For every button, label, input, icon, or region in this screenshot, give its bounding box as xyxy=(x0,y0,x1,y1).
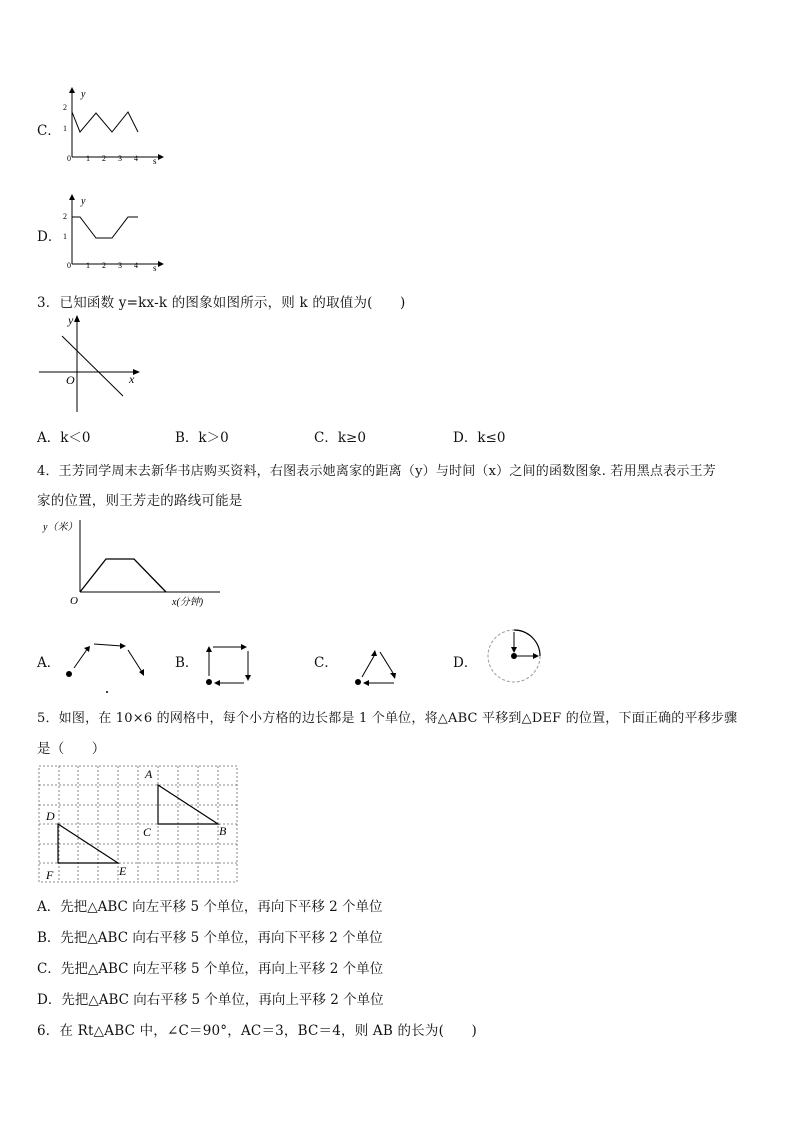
q2-option-c-label[interactable]: C． xyxy=(37,123,61,139)
q2c-xtick: 3 xyxy=(118,154,122,163)
q2c-xtick: 1 xyxy=(86,154,90,163)
q5-option-c[interactable]: C．先把△ABC 向左平移 5 个单位，再向上平移 2 个单位 xyxy=(37,961,384,977)
q5-label-e: E xyxy=(119,864,127,878)
q4-option-d-route xyxy=(485,627,545,687)
q2c-y-axis-label: y xyxy=(81,89,86,100)
q2d-y-axis-label: y xyxy=(81,196,86,207)
q2-option-d-graph xyxy=(60,192,170,272)
q4-option-d-label[interactable]: D． xyxy=(453,655,478,671)
q5-option-a[interactable]: A．先把△ABC 向左平移 5 个单位，再向下平移 2 个单位 xyxy=(37,899,383,915)
q4-distance-time-graph xyxy=(40,516,230,612)
q3-option-a[interactable]: A．k＜0 xyxy=(37,430,91,446)
q5-grid-figure xyxy=(38,765,240,885)
q3-text: 3．已知函数 y=kx-k 的图象如图所示，则 k 的取值为( ) xyxy=(37,295,406,311)
q5-text-line2: 是（ ） xyxy=(37,741,106,757)
q2c-ytick: 2 xyxy=(63,103,67,112)
q5-text-line1: 5．如图，在 10×6 的网格中，每个小方格的边长都是 1 个单位，将△ABC 平移到△DEF 的位置，下面正确的平移步骤 xyxy=(37,711,738,726)
q5-label-f: F xyxy=(46,868,54,882)
q2c-x-axis-label: s xyxy=(153,156,157,166)
q2c-xtick: 0 xyxy=(67,154,71,163)
q2c-xtick: 2 xyxy=(102,154,106,163)
q4-option-a-route xyxy=(62,638,152,696)
q2-option-c-graph xyxy=(60,85,170,165)
q3-option-c[interactable]: C．k≥0 xyxy=(314,430,366,446)
q4-y-axis-label: y（米） xyxy=(43,522,78,533)
q5-label-b: B xyxy=(219,824,227,838)
q2d-xtick: 1 xyxy=(86,261,90,270)
q5-label-d: D xyxy=(46,809,55,823)
q2d-xtick: 4 xyxy=(134,261,138,270)
q5-option-d[interactable]: D．先把△ABC 向右平移 5 个单位，再向上平移 2 个单位 xyxy=(37,992,384,1008)
q6-text: 6．在 Rt△ABC 中，∠C＝90°，AC＝3，BC＝4，则 AB 的长为( ) xyxy=(37,1023,477,1039)
q2d-xtick: 3 xyxy=(118,261,122,270)
q2c-ytick: 1 xyxy=(63,124,67,133)
q4-origin-label: O xyxy=(70,595,78,607)
q3-graph xyxy=(37,312,147,416)
q2d-xtick: 2 xyxy=(102,261,106,270)
q3-option-d[interactable]: D．k≤0 xyxy=(453,430,506,446)
q5-label-a: A xyxy=(145,767,153,781)
q4-x-axis-label: x(分钟) xyxy=(172,597,204,608)
q4-text-line2: 家的位置，则王芳走的路线可能是 xyxy=(37,493,243,509)
q5-option-b[interactable]: B．先把△ABC 向右平移 5 个单位，再向下平移 2 个单位 xyxy=(37,930,383,946)
q4-option-a-label[interactable]: A． xyxy=(37,655,61,671)
q2d-xtick: 0 xyxy=(67,261,71,270)
q4-option-b-route xyxy=(202,640,262,690)
q3-option-b[interactable]: B．k＞0 xyxy=(175,430,229,446)
q4-option-c-label[interactable]: C． xyxy=(314,655,338,671)
q3-origin-label: O xyxy=(66,373,75,387)
q2-option-d-label[interactable]: D． xyxy=(37,229,62,245)
q4-text-line1: 4．王芳同学周末去新华书店购买资料，右图表示她离家的距离（y）与时间（x）之间的函数图象. 若用黑点表示王芳 xyxy=(37,464,717,479)
q2d-ytick: 1 xyxy=(63,232,67,241)
q2d-ytick: 2 xyxy=(63,212,67,221)
q2c-xtick: 4 xyxy=(134,154,138,163)
q3-y-axis-label: y xyxy=(68,313,74,327)
q3-x-axis-label: x xyxy=(129,372,135,386)
q5-label-c: C xyxy=(143,825,152,839)
q4-option-b-label[interactable]: B． xyxy=(175,655,199,671)
q4-option-c-route xyxy=(350,640,410,690)
q2d-x-axis-label: s xyxy=(153,263,157,273)
